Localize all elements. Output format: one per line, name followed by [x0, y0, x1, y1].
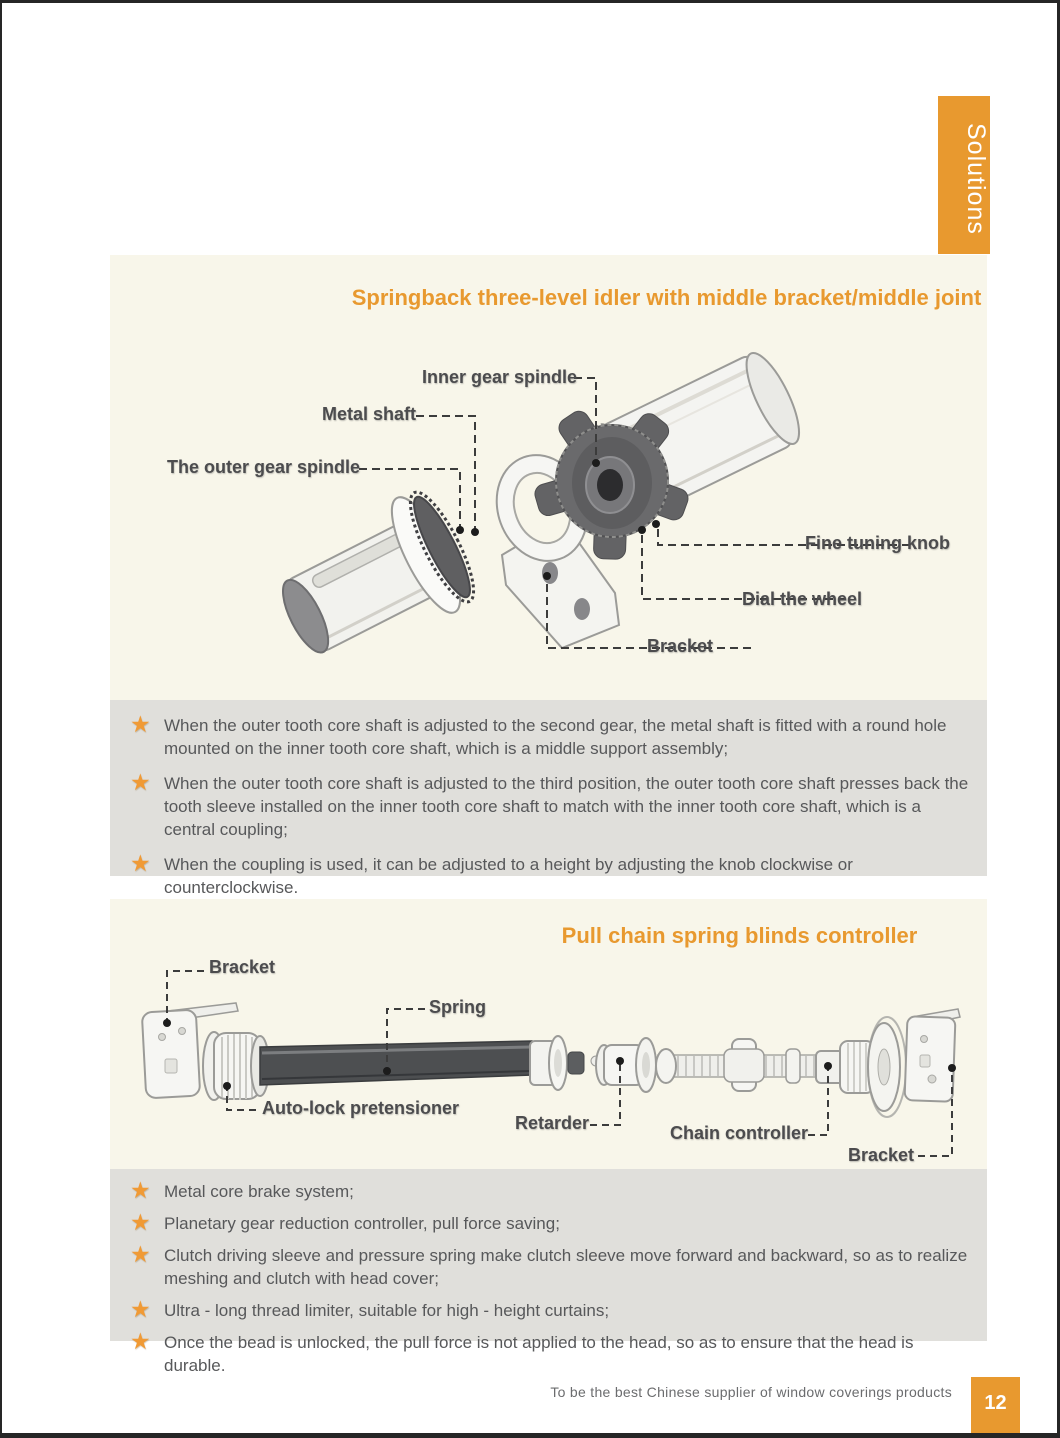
star-icon: ★	[130, 1209, 151, 1235]
label-inner-gear-spindle: Inner gear spindle	[422, 367, 578, 387]
label-spring: Spring	[429, 997, 486, 1017]
list-item	[130, 850, 973, 899]
threaded-rod	[656, 1039, 818, 1091]
section1-notes-block	[110, 700, 987, 897]
spring-tube	[260, 1041, 532, 1085]
section1-diagram-panel	[110, 255, 987, 700]
bullet-text: Planetary gear reduction controller, pull force saving;	[164, 1214, 560, 1233]
label-bracket-right: Bracket	[848, 1145, 915, 1165]
label-retarder: Retarder	[515, 1113, 590, 1133]
label-dial-the-wheel: Dial the wheel	[742, 589, 863, 609]
list-item	[130, 1296, 973, 1322]
label-bracket-left: Bracket	[209, 957, 276, 977]
list-item	[130, 1328, 973, 1377]
pretensioner-head	[203, 1032, 269, 1100]
footer-tagline: To be the best Chinese supplier of window coverings products	[550, 1384, 952, 1400]
list-item	[130, 769, 973, 841]
label-bracket: Bracket	[647, 636, 714, 656]
star-icon: ★	[130, 711, 151, 737]
list-item	[130, 1177, 973, 1203]
star-icon: ★	[130, 1296, 151, 1322]
solutions-tab-label: Solutions	[962, 123, 990, 235]
solutions-side-tab	[938, 96, 990, 254]
star-icon: ★	[130, 1177, 151, 1203]
star-icon: ★	[130, 1328, 151, 1354]
page-number-badge: 12	[971, 1377, 1020, 1438]
bullet-text: When the outer tooth core shaft is adjusted to the third position, the outer tooth core shaft presses back the tooth sleeve installed on the inner tooth core shaft to match with the inner tooth core shaft, which is a central coupling;	[164, 774, 969, 839]
list-item	[130, 1209, 973, 1235]
label-outer-gear-spindle: The outer gear spindle	[167, 457, 361, 477]
bullet-text: Metal core brake system;	[164, 1182, 354, 1201]
list-item	[130, 1241, 973, 1290]
tube-coupling	[530, 1036, 584, 1090]
section2-notes-block	[110, 1169, 987, 1375]
bullet-text: Once the bead is unlocked, the pull force is not applied to the head, so as to ensure that the head is durable.	[164, 1333, 914, 1375]
retarder-part	[591, 1038, 656, 1092]
label-fine-tuning-knob: Fine tuning knob	[805, 533, 950, 553]
bullet-text: Ultra - long thread limiter, suitable for high - height curtains;	[164, 1301, 610, 1320]
star-icon: ★	[130, 850, 151, 876]
section2-diagram-panel	[110, 899, 987, 1169]
section2-title: Pull chain spring blinds controller	[561, 923, 918, 948]
section1-title: Springback three-level idler with middle bracket/middle joint	[351, 285, 982, 310]
label-auto-lock-pretensioner: Auto-lock pretensioner	[262, 1098, 460, 1118]
section1-bullet-list	[110, 700, 987, 899]
bullet-text: When the outer tooth core shaft is adjusted to the second gear, the metal shaft is fitted with a round hole mounted on the inner tooth core shaft, which is a middle support assembly;	[164, 716, 947, 758]
label-chain-controller: Chain controller	[670, 1123, 809, 1143]
section2-bullet-list	[110, 1169, 987, 1377]
label-metal-shaft: Metal shaft	[322, 404, 417, 424]
star-icon: ★	[130, 1241, 151, 1267]
bullet-text: When the coupling is used, it can be adjusted to a height by adjusting the knob clockwise or counterclockwise.	[164, 855, 853, 897]
list-item	[130, 711, 973, 760]
star-icon: ★	[130, 769, 151, 795]
bullet-text: Clutch driving sleeve and pressure spring make clutch sleeve move forward and backward, so as to realize meshing and clutch with head cover;	[164, 1246, 968, 1288]
